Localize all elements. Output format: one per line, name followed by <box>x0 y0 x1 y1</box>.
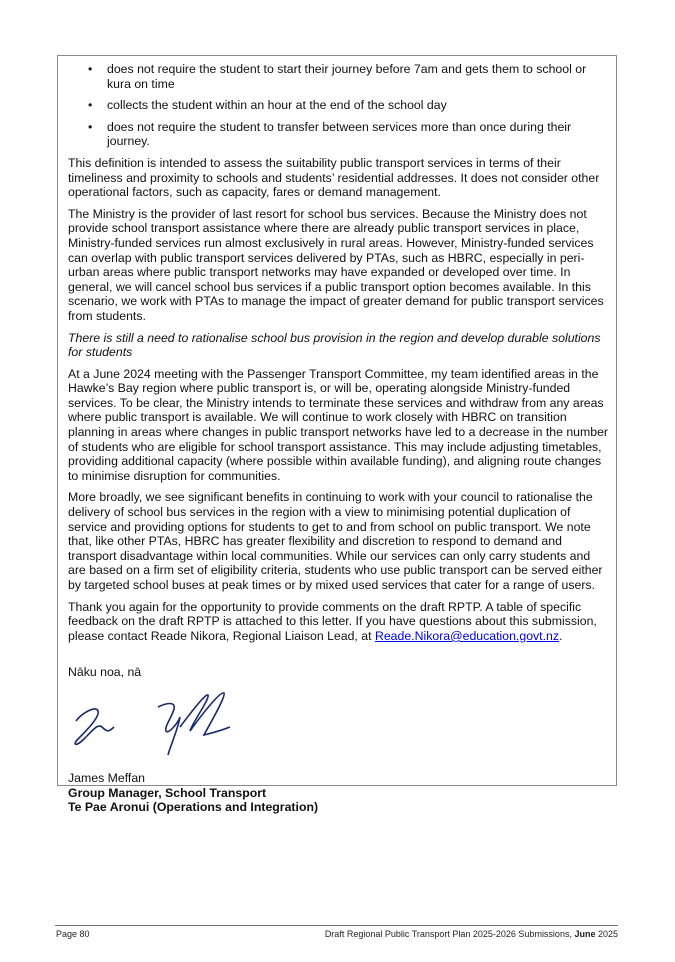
list-item: • does not require the student to start their journey before 7am and gets them to school or kura on time <box>68 62 610 91</box>
paragraph-more-broadly: More broadly, we see significant benefits in continuing to work with your council to rationalise the delivery of school bus services in the region with a view to minimising potential duplication of service and providing options for students to get to and from school on public transport. We note that, like other PTAs, HBRC has greater flexibility and discretion to respond to demand and transport disadvantage within local communities. While our services can only carry students and are based on a firm set of eligibility criteria, students who use public transport can be served either by targeted school buses at peak times or by mixed used services that cater for a range of users. <box>68 490 603 592</box>
page-number: Page 80 <box>56 929 90 939</box>
signatory-unit: Te Pae Aronui (Operations and Integration) <box>68 800 319 815</box>
letter-body <box>68 62 610 815</box>
footer-year: 2025 <box>595 929 618 939</box>
thanks-end: . <box>559 628 563 643</box>
section-heading: There is still a need to rationalise school bus provision in the region and develop durable solutions for students <box>68 330 601 360</box>
thanks-text: Thank you again for the opportunity to provide comments on the draft RPTP. A table of specific feedback on the draft RPTP is attached to this letter. If you have questions about this submission, please contact Reade Nikora, Regional Liaison Lead, at <box>68 599 597 643</box>
signature-block <box>68 771 610 815</box>
footer-month: June <box>574 929 596 939</box>
footer-document-title <box>325 929 618 939</box>
signoff: Nāku noa, nā <box>68 665 142 680</box>
paragraph-thanks <box>68 600 610 644</box>
criteria-list <box>68 62 610 149</box>
list-item: • does not require the student to transfer between services more than once during their journey. <box>68 120 610 149</box>
paragraph-last-resort: The Ministry is the provider of last resort for school bus services. Because the Ministry does not provide school transport assistance where there are already public transport services in place, Ministry-funded services run almost exclusively in rural areas. However, Ministry-funded services can overlap with public transport services delivered by PTAs, such as HBRC, especially in peri-urban areas where public transport networks may have expanded or developed over time. In general, we will cancel school bus services if a public transport option becomes available. In this scenario, we work with PTAs to manage the impact of greater demand for public transport services from students. <box>68 206 604 323</box>
email-link[interactable]: Reade.Nikora@education.govt.nz <box>374 628 560 643</box>
signatory-name: James Meffan <box>68 770 146 785</box>
signatory-title: Group Manager, School Transport <box>68 785 267 800</box>
footer-divider <box>55 925 618 926</box>
paragraph-definition: This definition is intended to assess the suitability public transport services in terms of their timeliness and proximity to schools and students’ residential addresses. It does not consider other operational factors, such as capacity, fares or demand management. <box>68 155 600 200</box>
list-item: • collects the student within an hour at the end of the school day <box>68 98 610 113</box>
handwritten-signature <box>68 687 268 759</box>
paragraph-june-meeting: At a June 2024 meeting with the Passenger Transport Committee, my team identified areas in the Hawke’s Bay region where public transport is, or will be, operating alongside Ministry-funded services. To be clear, the Ministry intends to terminate these services and withdraw from any areas where public transport is available. We will continue to work closely with HBRC on transition planning in areas where changes in public transport networks have led to a decrease in the number of students who are eligible for school transport assistance. This may include adjusting timetables, providing additional capacity (where possible within available funding), and aligning route changes to minimise disruption for communities. <box>68 366 609 483</box>
footer-title-text: Draft Regional Public Transport Plan 2025-2026 Submissions, <box>324 929 575 939</box>
